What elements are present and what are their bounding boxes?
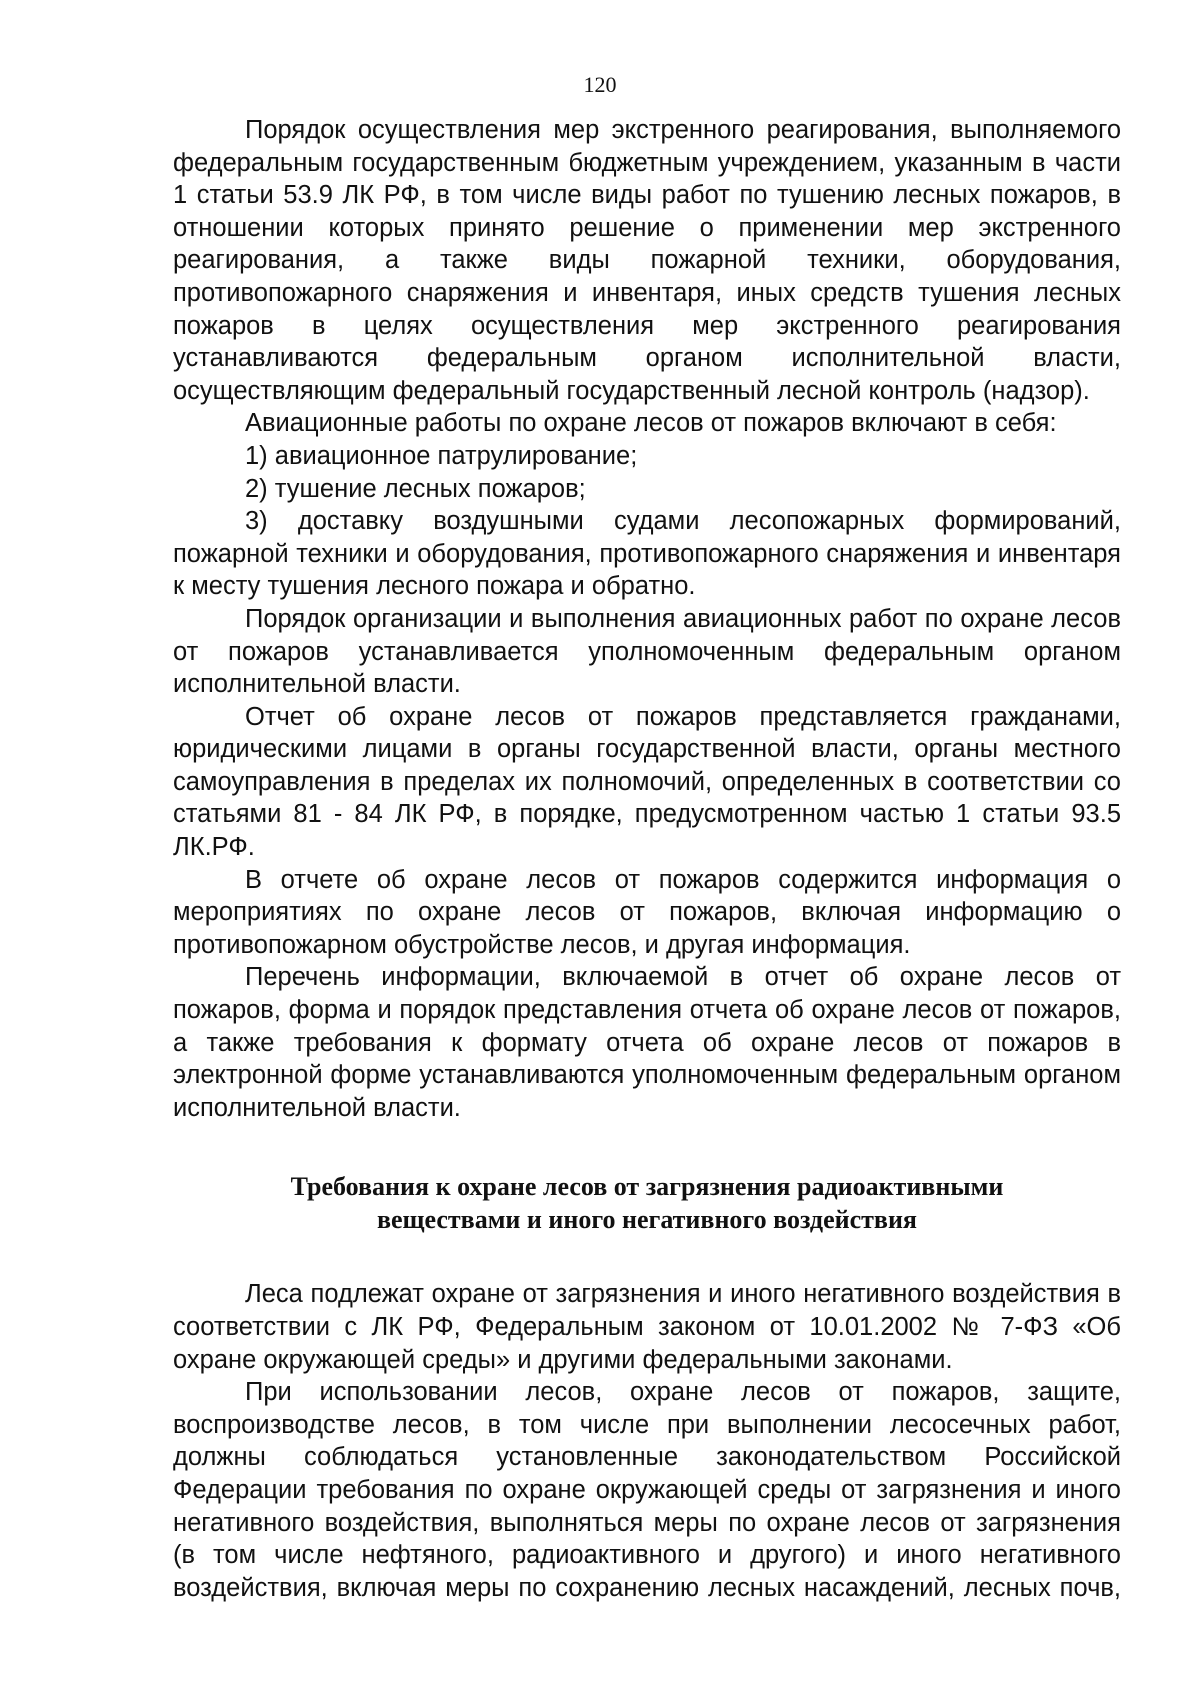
paragraph-aviation-works-procedure: Порядок организации и выполнения авиационных работ по охране лесов от пожаров устанавливается уполномоченным федеральным органом исполнительной власти. (173, 604, 1121, 699)
paragraph-protection-requirements: При использовании лесов, охране лесов от пожаров, защите, воспроизводстве лесов, в том числе при выполнении лесосечных работ, должны соблюдаться установленные законодательством Российской Федерации требования по охране окружающей среды от загрязнения и иного негативного воздействия, выполняться меры по охране лесов от загрязнения (в том числе нефтяного, радиоактивного и другого) и иного негативного воздействия, включая меры по сохранению лесных насаждений, лесных почв, (173, 1378, 1121, 1602)
paragraph-emergency-response: Порядок осуществления мер экстренного реагирования, выполняемого федеральным государственным бюджетным учреждением, указанным в части 1 статьи 53.9 ЛК РФ, в том числе виды работ по тушению лесных пожаров, в отношении которых принято решение о применении мер экстренного реагирования, а также виды пожарной техники, оборудования, противопожарного снаряжения и инвентаря, иных средств тушения лесных пожаров в целях осуществления мер экстренного реагирования устанавливаются федеральным органом исполнительной власти, осуществляющим федеральный государственный лесной контроль (надзор). (173, 116, 1121, 405)
page-number: 120 (583, 72, 617, 97)
section-heading (173, 1170, 1121, 1236)
paragraph-protection-legal-basis: Леса подлежат охране от загрязнения и иного негативного воздействия в соответствии с ЛК РФ, Федеральным законом от 10.01.2002 № 7-ФЗ «Об охране окружающей среды» и другими федеральными законами. (173, 1280, 1121, 1374)
list-item-air-delivery: 3) доставку воздушными судами лесопожарных формирований, пожарной техники и оборудования, противопожарного снаряжения и инвентаря к месту тушения лесного пожара и обратно. (173, 507, 1121, 601)
list-item-fire-suppression: 2) тушение лесных пожаров; (245, 474, 586, 503)
paragraph-report-contents: В отчете об охране лесов от пожаров содержится информация о мероприятиях по охране лесов от пожаров, включая информацию о противопожарном обустройстве лесов, и другая информация. (173, 865, 1121, 959)
list-item-aviation-patrol: 1) авиационное патрулирование; (245, 441, 638, 470)
paragraph-report-format: Перечень информации, включаемой в отчет об охране лесов от пожаров, форма и порядок представления отчета об охране лесов от пожаров, а также требования к формату отчета об охране лесов от пожаров в электронной форме устанавливаются уполномоченным федеральным органом исполнительной власти. (173, 963, 1121, 1122)
paragraph-aviation-works-intro: Авиационные работы по охране лесов от пожаров включают в себя: (245, 409, 1057, 438)
paragraph-report-submission: Отчет об охране лесов от пожаров представляется гражданами, юридическими лицами в органы государственной власти, органы местного самоуправления в пределах их полномочий, определенных в соответствии со статьями 81 - 84 ЛК РФ, в порядке, предусмотренном частью 1 статьи 93.5 ЛК.РФ. (173, 702, 1121, 862)
section-heading-line-2: веществами и иного негативного воздействия (376, 1205, 918, 1235)
page-content (173, 114, 1121, 1604)
section-heading-line-1: Требования к охране лесов от загрязнения радиоактивными (290, 1172, 1004, 1202)
